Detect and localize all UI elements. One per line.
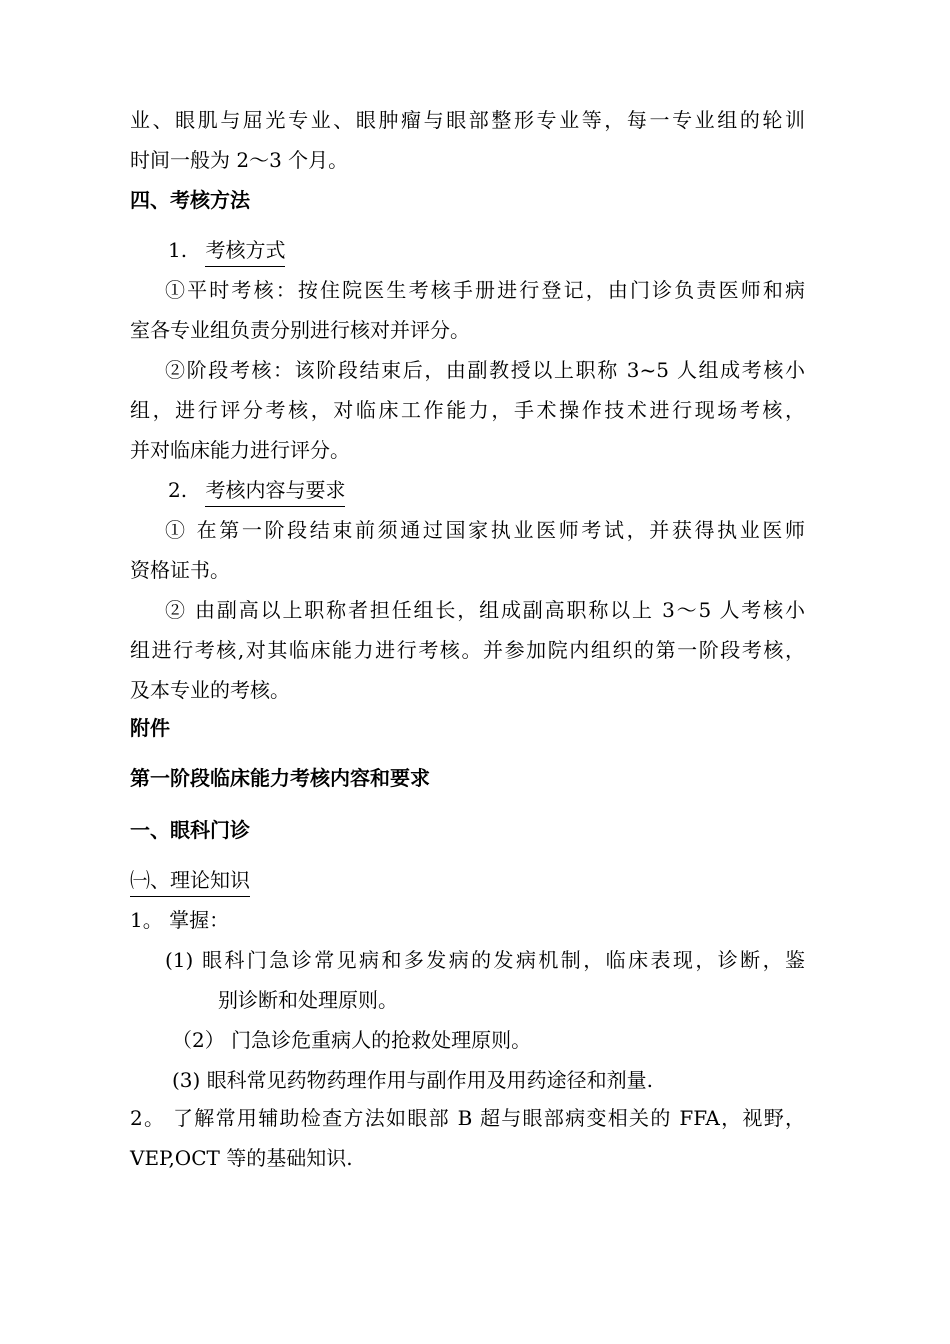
list-item-continuation: 别诊断和处理原则。 [218,988,398,1012]
subsection-title: 考核内容与要求 [205,476,345,507]
paragraph-line: 并对临床能力进行评分。 [130,438,350,462]
subsection-heading-assessment-mode [168,236,285,267]
paragraph-line: 时间一般为 2～3 个月。 [130,148,349,172]
section-heading-assessment-method: 四、考核方法 [130,188,250,212]
paragraph-line: 组，进行评分考核，对临床工作能力，手术操作技术进行现场考核， [130,398,805,422]
paragraph-line: ②阶段考核：该阶段结束后，由副教授以上职称 3~5 人组成考核小 [165,358,805,382]
paragraph-line: ① 在第一阶段结束前须通过国家执业医师考试，并获得执业医师 [165,518,805,542]
attachment-heading: 附件 [130,716,170,740]
subsection-heading-theory [130,866,250,897]
stage-heading: 第一阶段临床能力考核内容和要求 [130,766,430,790]
section-heading-ophthalmology-clinic: 一、眼科门诊 [130,818,250,842]
subsection-title: 考核方式 [205,236,285,267]
list-item: 2。 了解常用辅助检查方法如眼部 B 超与眼部病变相关的 FFA，视野， [130,1106,805,1130]
paragraph-line: 业、眼肌与屈光专业、眼肿瘤与眼部整形专业等，每一专业组的轮训 [130,108,805,132]
list-item: 1。 掌握： [130,908,230,932]
subsection-number: 1. [168,238,188,262]
paragraph-line: 资格证书。 [130,558,230,582]
list-item: (3) 眼科常见药物药理作用与副作用及用药途径和剂量. [172,1068,654,1092]
subsection-number: 2. [168,478,188,502]
paragraph-line: ①平时考核：按住院医生考核手册进行登记，由门诊负责医师和病 [165,278,805,302]
list-item: (1) 眼科门急诊常见病和多发病的发病机制，临床表现，诊断，鉴 [165,948,805,972]
list-item: （2） 门急诊危重病人的抢救处理原则。 [172,1028,532,1052]
paragraph-line: 室各专业组负责分别进行核对并评分。 [130,318,470,342]
list-item-continuation: VEP,OCT 等的基础知识. [130,1146,353,1170]
paragraph-line: ② 由副高以上职称者担任组长，组成副高职称以上 3～5 人考核小 [165,598,805,622]
subsection-title: ㈠、理论知识 [130,866,250,897]
paragraph-line: 组进行考核,对其临床能力进行考核。并参加院内组织的第一阶段考核， [130,638,805,662]
paragraph-line: 及本专业的考核。 [130,678,290,702]
subsection-heading-content-requirements [168,476,345,507]
